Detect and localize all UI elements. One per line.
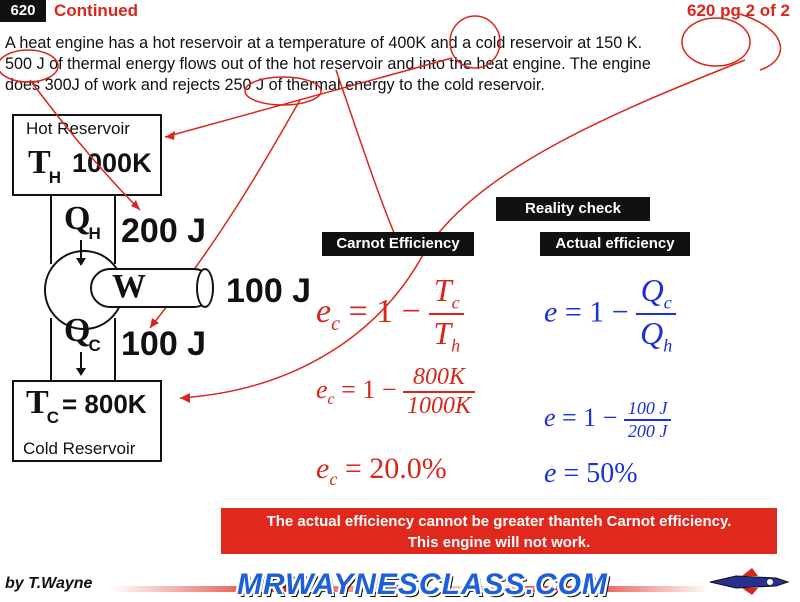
- continued-label: Continued: [54, 1, 139, 20]
- carnot-formula: $e_c = 1$ − $\frac{T_c}{T_h}$: [316, 272, 464, 357]
- brand-logo-text[interactable]: MRWAYNESCLASS.COM: [237, 568, 608, 601]
- carnot-efficiency-header: Carnot Efficiency: [322, 232, 474, 256]
- circle-400k: [450, 16, 500, 68]
- problem-line-2: 500 J of thermal energy flows out of the hot reservoir and into the heat engine. The engine: [5, 55, 651, 73]
- work-cylinder-cap: [196, 268, 214, 308]
- author-byline: by T.Wayne: [5, 575, 93, 592]
- qc-value: 100 J: [121, 325, 207, 363]
- reality-check-header: Reality check: [496, 197, 650, 221]
- cold-reservoir-box: [12, 380, 162, 462]
- actual-substitution: e = 1 − $\frac{100 J}{200 J}$: [544, 398, 671, 442]
- qh-symbol: QH: [64, 200, 101, 243]
- slide-number-badge: 620: [0, 0, 46, 22]
- arrow-to-cold-head: [180, 393, 190, 403]
- page-reference: 620 pg 2 of 2: [687, 1, 790, 20]
- cold-temperature-symbol: TC: [26, 384, 59, 427]
- hot-temperature-value: 1000K: [72, 148, 152, 178]
- carnot-substitution: $e_c = 1$ − $\frac{800K}{1000K}$: [316, 364, 475, 420]
- qh-value: 200 J: [121, 212, 207, 250]
- arrow-to-qh: [30, 80, 140, 210]
- actual-formula: e = 1 − $\frac{Q_c}{Q_h}$: [544, 272, 676, 357]
- problem-line-3: does 300J of work and rejects 250 J of thermal energy to the cold reservoir.: [5, 76, 545, 94]
- work-symbol: W: [112, 268, 144, 305]
- rocket-icon: [706, 566, 790, 596]
- warning-banner: [221, 508, 777, 554]
- actual-result: e = 50%: [544, 458, 638, 489]
- cold-temperature-value: = 800K: [62, 389, 147, 419]
- arrow-to-hot-head: [165, 131, 175, 140]
- carnot-result: $e_c = 20.0\%$: [316, 452, 447, 489]
- qc-symbol: QC: [64, 312, 101, 355]
- circle-500j: [0, 50, 58, 82]
- warning-line-2: This engine will not work.: [407, 534, 591, 551]
- problem-line-1: A heat engine has a hot reservoir at a temperature of 400K and a cold reservoir at 150 K.: [5, 34, 643, 52]
- qh-arrow-head: [76, 258, 86, 266]
- qc-arrow-head: [76, 368, 86, 376]
- hot-reservoir-label: Hot Reservoir: [26, 119, 130, 138]
- circle-150k: [682, 18, 750, 66]
- arrow-to-w: [336, 70, 395, 235]
- cold-reservoir-label: Cold Reservoir: [23, 439, 136, 458]
- hot-temperature-symbol: TH: [28, 144, 61, 187]
- warning-line-1: The actual efficiency cannot be greater thanteh Carnot efficiency.: [266, 513, 732, 530]
- arrow-to-hot: [165, 58, 452, 137]
- work-value: 100 J: [226, 272, 312, 310]
- actual-efficiency-header: Actual efficiency: [540, 232, 690, 256]
- circle-250j: [245, 77, 321, 105]
- circle-page-ref: [740, 14, 780, 70]
